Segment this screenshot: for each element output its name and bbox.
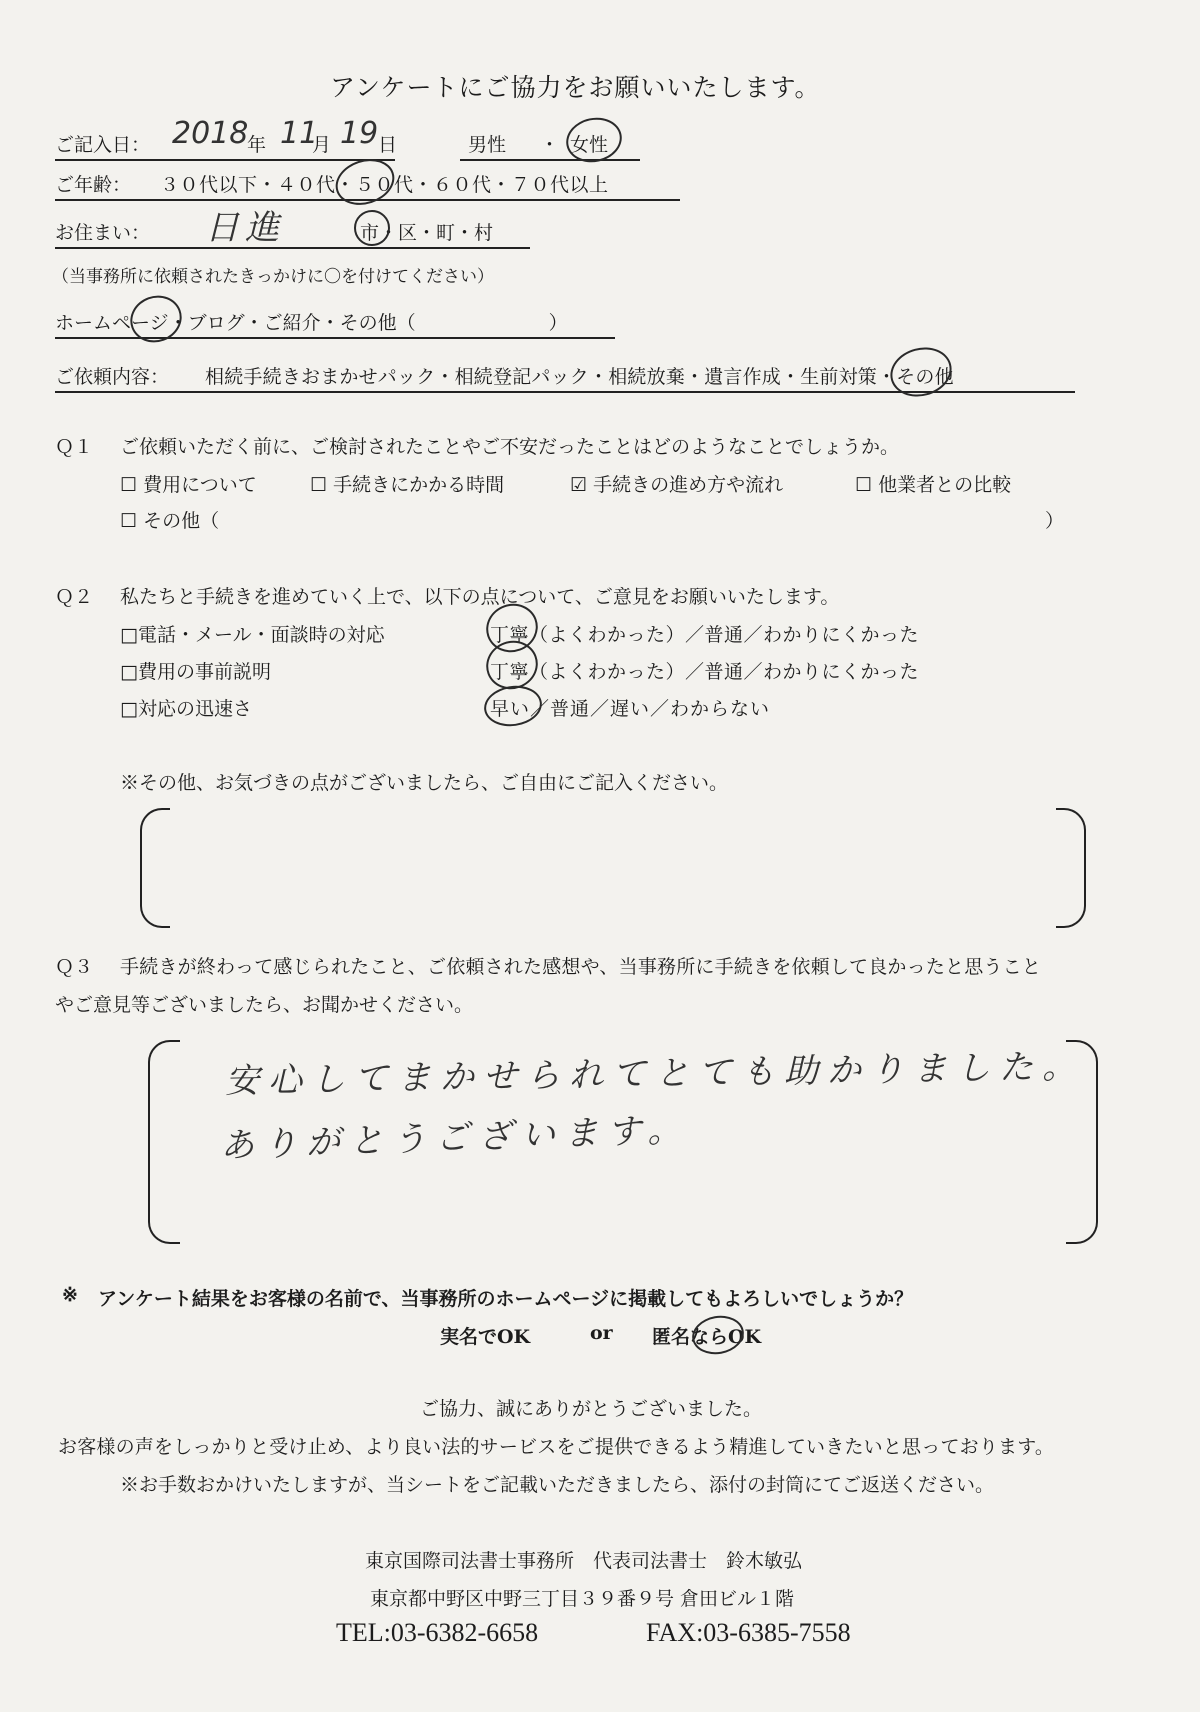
date-year-value[interactable]: 2018 xyxy=(172,116,249,151)
trigger-note: （当事務所に依頼されたきっかけに〇を付けてください） xyxy=(52,267,494,287)
date-day-unit: 日 xyxy=(378,134,398,156)
date-month-value[interactable]: 11 xyxy=(280,116,319,151)
q3-question-line2: やご意見等ございましたら、お聞かせください。 xyxy=(55,994,474,1016)
publish-question: アンケート結果をお客様の名前で、当事務所のホームページに掲載してもよろしいでしょうか？ xyxy=(98,1288,914,1310)
q1-other-close: ） xyxy=(1045,510,1065,532)
publish-or: or xyxy=(590,1322,613,1344)
comment-box-left-bracket xyxy=(140,808,170,928)
checkbox-icon[interactable]: ☐ xyxy=(120,510,138,532)
publish-mark: ※ xyxy=(62,1284,78,1306)
q1-number: Ｑ１ xyxy=(55,436,94,458)
checkbox-icon[interactable]: ☐ xyxy=(310,474,328,496)
age-options[interactable]: ３０代以下・４０代・５０代・６０代・７０代以上 xyxy=(160,174,609,196)
q2-item-answers[interactable]: 丁寧（よくわかった）／普通／わかりにくかった xyxy=(490,624,920,646)
trigger-options[interactable]: ホームページ・ブログ・ご紹介・その他（ ） xyxy=(55,312,568,334)
request-options[interactable]: 相続手続きおまかせパック・相続登記パック・相続放棄・遺言作成・生前対策・その他 xyxy=(205,366,954,388)
q1-option-other[interactable] xyxy=(120,506,219,533)
date-label: ご記入日： xyxy=(55,134,151,156)
gender-female[interactable]: 女性 xyxy=(570,134,609,156)
q3-answer-line2[interactable]: ありがとうございます。 xyxy=(219,1109,691,1167)
age-label: ご年齢： xyxy=(55,174,132,196)
q3-question-line1: 手続きが終わって感じられたこと、ご依頼された感想や、当事務所に手続きを依頼して良かったと思うこと xyxy=(120,956,1042,978)
publish-option-anonymous[interactable]: 匿名ならOK xyxy=(652,1326,762,1348)
comment-box-right-bracket xyxy=(1056,808,1086,928)
q2-comment-prompt: ※その他、お気づきの点がございましたら、ご自由にご記入ください。 xyxy=(120,772,729,794)
residence-label: お住まい： xyxy=(55,222,151,244)
selection-circle-hayai xyxy=(481,682,544,730)
q1-option-label: 手続きにかかる時間 xyxy=(333,474,505,496)
q3-number: Ｑ３ xyxy=(55,956,94,978)
q2-item-answers[interactable]: 早い／普通／遅い／わからない xyxy=(490,698,771,720)
request-label: ご依頼内容： xyxy=(55,366,170,388)
q3-answer-line1[interactable]: 安心してまかせられてとても助かりました。 xyxy=(224,1046,1086,1102)
page-title: アンケートにご協力をお願いいたします。 xyxy=(330,73,821,102)
q1-option-label: 他業者との比較 xyxy=(878,474,1012,496)
q1-other-label: その他（ xyxy=(143,510,220,532)
q1-option-label: 手続きの進め方や流れ xyxy=(593,474,784,496)
office-tel[interactable]: TEL:03-6382-6658 xyxy=(336,1618,539,1647)
checked-checkbox-icon[interactable]: ☑ xyxy=(570,474,588,496)
date-month-unit: 月 xyxy=(312,134,332,156)
selection-circle-homepage xyxy=(124,288,189,349)
q1-option-cost[interactable] xyxy=(120,470,257,497)
selection-circle-city xyxy=(354,210,390,246)
checkbox-icon[interactable]: ☐ xyxy=(855,474,873,496)
q1-option-process[interactable] xyxy=(570,470,783,497)
q2-item-label[interactable]: □対応の迅速さ xyxy=(120,698,252,720)
q1-option-compare[interactable] xyxy=(855,470,1011,497)
q1-question: ご依頼いただく前に、ご検討されたことやご不安だったことはどのようなことでしょうか。 xyxy=(120,436,900,458)
q2-comment-area[interactable] xyxy=(180,820,1040,910)
office-fax: FAX:03-6385-7558 xyxy=(646,1618,851,1647)
answer-box-left-bracket xyxy=(148,1040,180,1244)
closing-return-note: ※お手数おかけいたしますが、当シートをご記載いただきましたら、添付の封筒にてご返送ください。 xyxy=(120,1474,995,1496)
office-name: 東京国際司法書士事務所 代表司法書士 鈴木敏弘 xyxy=(365,1550,803,1572)
q2-item-answers[interactable]: 丁寧（よくわかった）／普通／わかりにくかった xyxy=(490,661,920,683)
q2-item-label[interactable]: □電話・メール・面談時の対応 xyxy=(120,624,385,646)
gender-sep: ・ xyxy=(540,134,560,156)
publish-option-real-name[interactable]: 実名でOK xyxy=(440,1326,531,1348)
q2-item-label[interactable]: □費用の事前説明 xyxy=(120,661,271,683)
q1-option-time[interactable] xyxy=(310,470,504,497)
date-year-unit: 年 xyxy=(247,134,267,156)
office-address: 東京都中野区中野三丁目３９番９号 倉田ビル１階 xyxy=(370,1588,795,1610)
date-day-value[interactable]: 19 xyxy=(340,116,379,151)
gender-male[interactable]: 男性 xyxy=(468,134,507,156)
q1-option-label: 費用について xyxy=(143,474,257,496)
residence-value[interactable]: 日進 xyxy=(205,208,285,248)
q2-number: Ｑ２ xyxy=(55,586,94,608)
checkbox-icon[interactable]: ☐ xyxy=(120,474,138,496)
selection-circle-anonymous xyxy=(689,1312,747,1358)
closing-thanks: ご協力、誠にありがとうございました。 xyxy=(420,1398,763,1420)
q2-question: 私たちと手続きを進めていく上で、以下の点について、ご意見をお願いいたします。 xyxy=(120,586,840,608)
residence-options[interactable]: 市・区・町・村 xyxy=(360,222,494,244)
closing-message: お客様の声をしっかりと受け止め、より良い法的サービスをご提供できるよう精進していきたいと思っております。 xyxy=(58,1436,1055,1458)
selection-circle-seizen xyxy=(885,341,957,403)
